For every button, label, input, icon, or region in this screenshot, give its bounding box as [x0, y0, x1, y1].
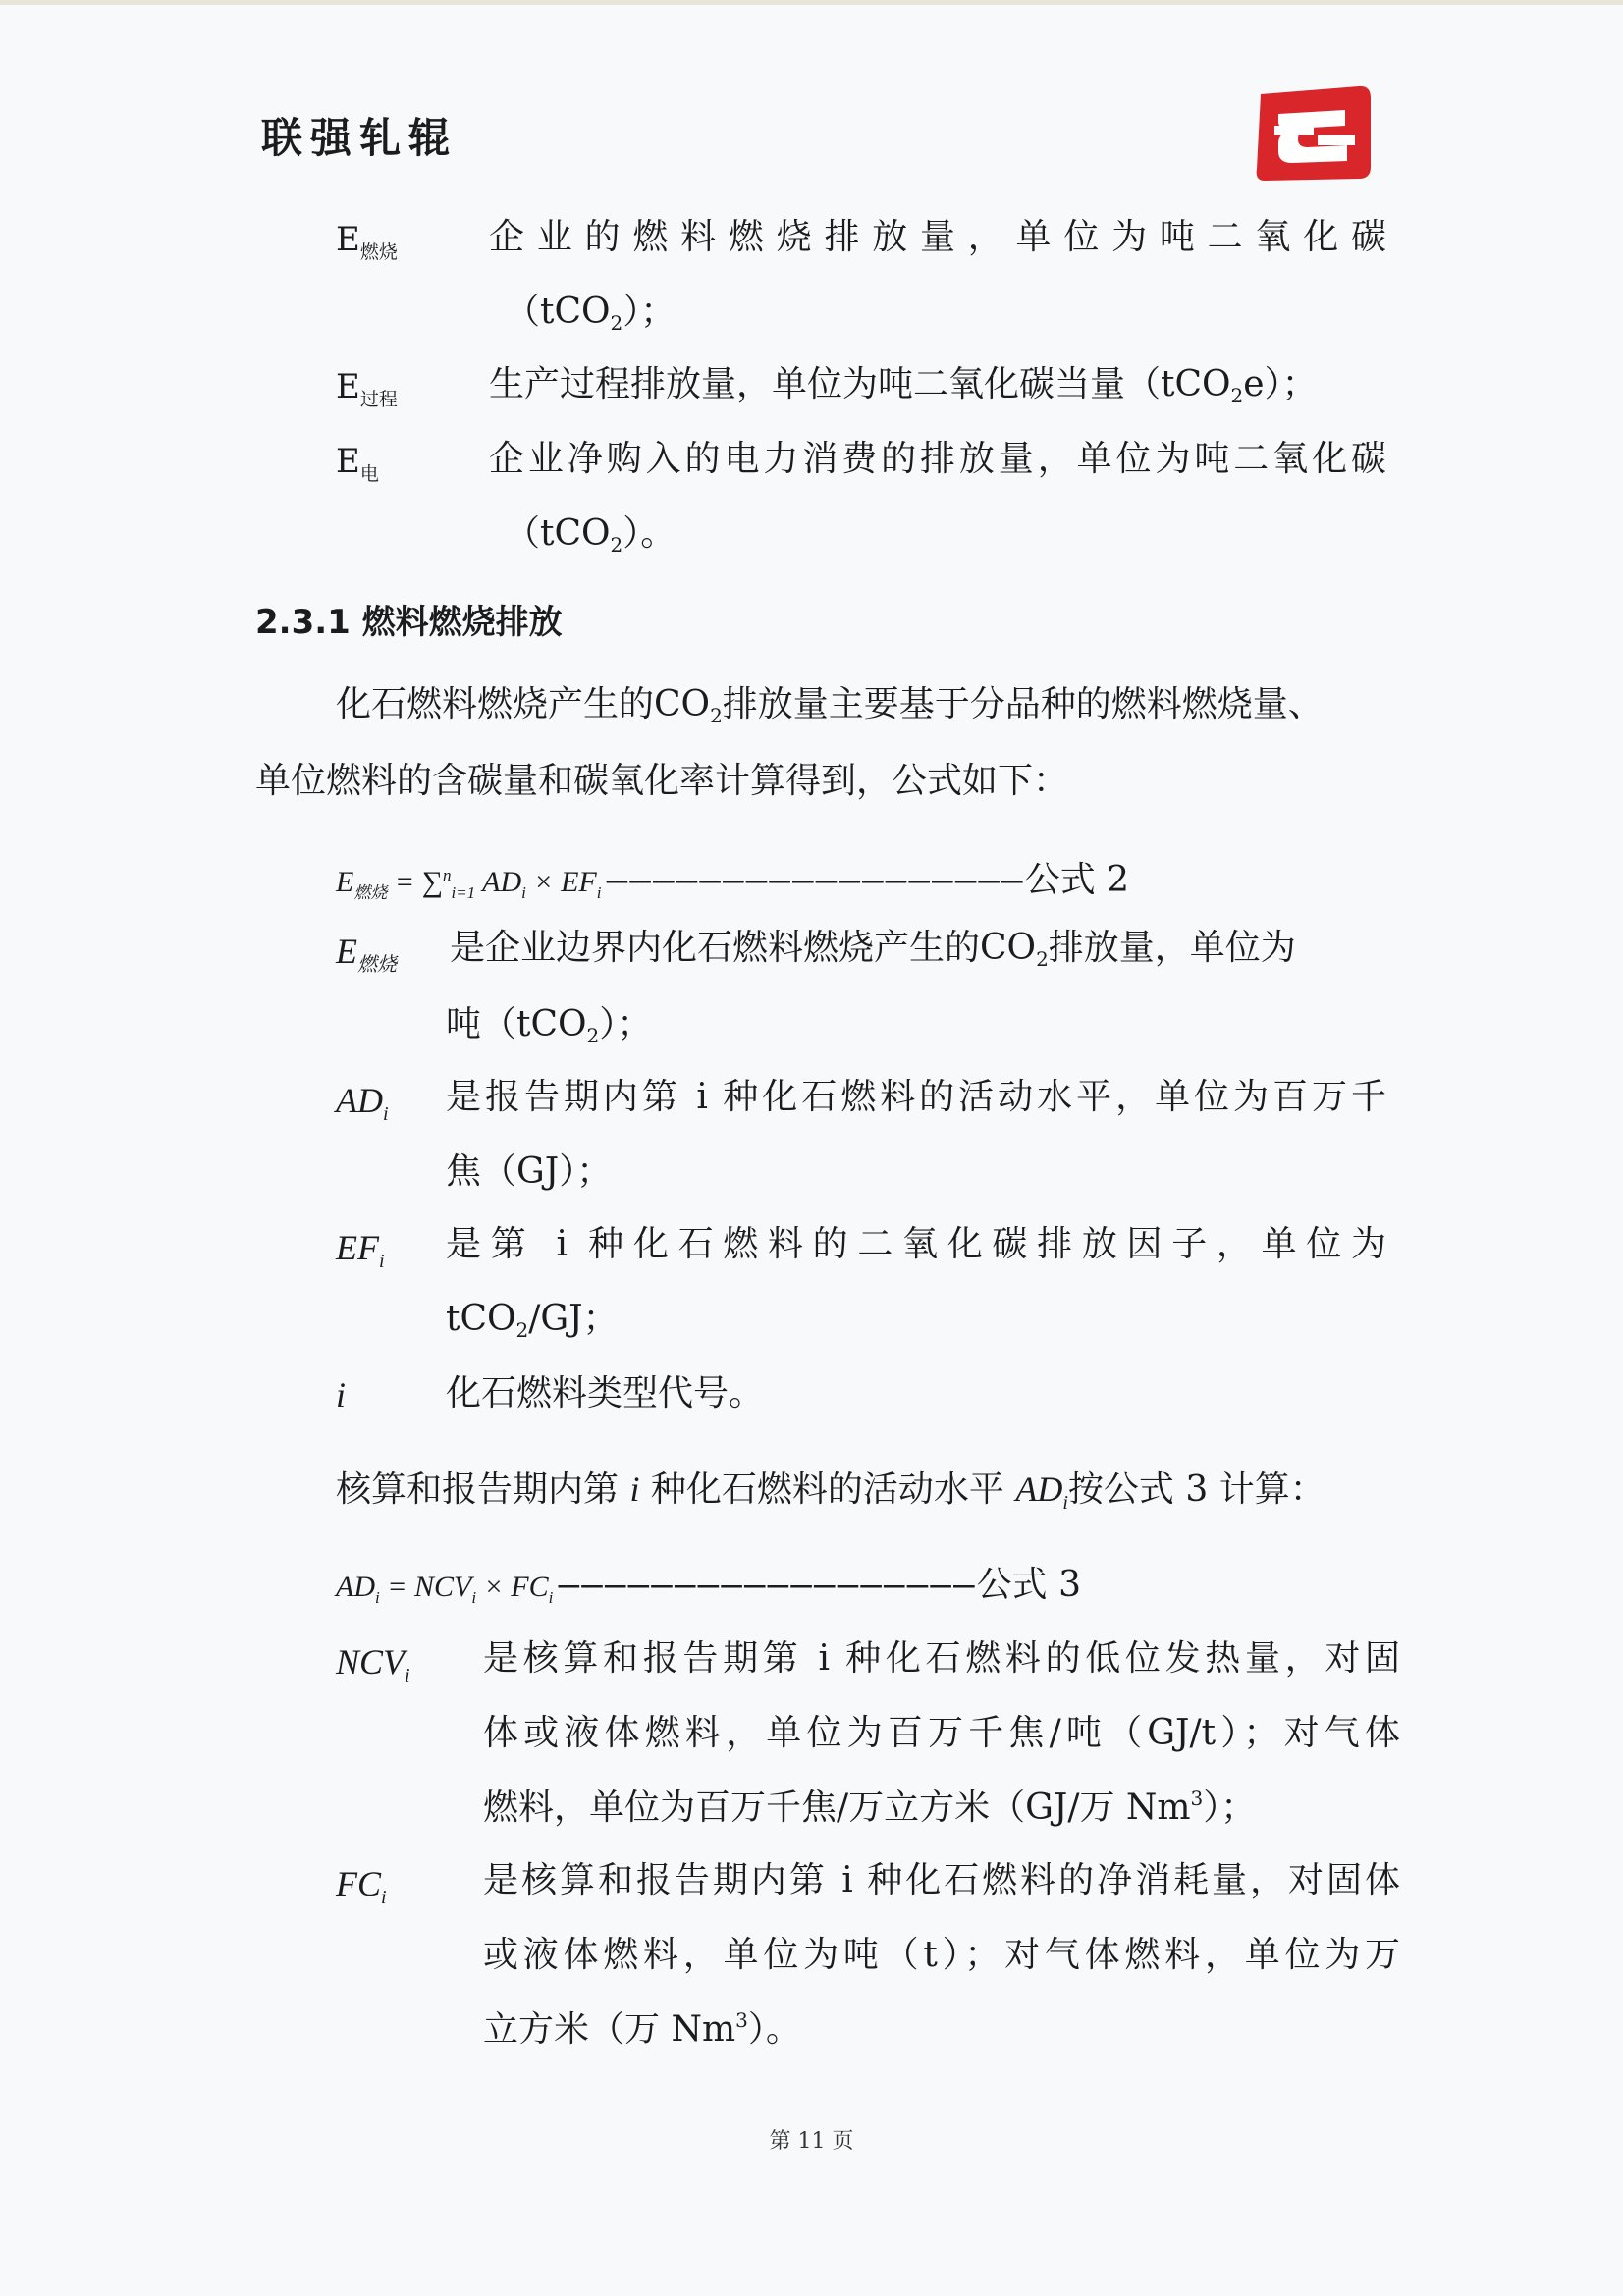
def-e-combustion-line2: （tCO$_2$）；: [505, 292, 676, 335]
symbol-i: i: [336, 1375, 347, 1415]
def2-ad-line2: 焦（GJ）；: [446, 1151, 613, 1192]
def-e-electricity-line2: （tCO$_2$）。: [505, 513, 676, 557]
def-e-electricity-line1: 企业净购入的电力消费的排放量，单位为吨二氧化碳: [489, 439, 1386, 479]
calc-intro: 核算和报告期内第 i 种化石燃料的活动水平 $AD_i$按公式 3 计算：: [336, 1469, 1325, 1515]
section-title: 燃料燃烧排放: [361, 603, 563, 642]
page-number: 第 11 页: [769, 2129, 854, 2154]
formula-2: $E_{燃烧} = \sum^n_{i=1}$ $AD_i \times EF_i$ ——————————————————公式 2: [336, 860, 1130, 902]
def3-ncv-line2: 体或液体燃料，单位为百万千焦/吨（GJ/t）；对气体: [483, 1713, 1400, 1753]
def-e-process-line1: 生产过程排放量，单位为吨二氧化碳当量（tCO$_2$e）；: [489, 364, 1318, 407]
def-e-combustion-line1: 企业的燃料燃烧排放量，单位为吨二氧化碳: [489, 217, 1386, 257]
def3-fc-line1: 是核算和报告期内第 i 种化石燃料的净消耗量，对固体: [483, 1860, 1400, 1900]
symbol-e-electricity: $E_电$: [336, 442, 379, 485]
formula-3-label: 公式 3: [976, 1565, 1081, 1605]
symbol-e-combustion-italic: $E_{燃烧}$: [336, 932, 397, 977]
section-number: 2.3.1: [255, 603, 351, 642]
def2-i-line1: 化石燃料类型代号。: [446, 1373, 765, 1414]
company-name: 联强轧辊: [261, 114, 459, 162]
page-top-edge: [0, 0, 1623, 5]
intro-line1: 化石燃料燃烧产生的$CO_2$排放量主要基于分品种的燃料燃烧量、: [336, 684, 1324, 727]
formula-3: $AD_i = NCV_i \times FC_i$ ——————————————————公式 3: [336, 1565, 1081, 1607]
def2-ef-line1: 是第 i 种化石燃料的二氧化碳排放因子，单位为: [446, 1224, 1386, 1264]
symbol-e-combustion: $E_{燃烧}$: [336, 220, 398, 263]
def3-fc-line2: 或液体燃料，单位为吨（t）；对气体燃料，单位为万: [483, 1935, 1400, 1975]
symbol-e-process: $E_{过程}$: [336, 367, 398, 410]
symbol-fc-i: $FC_i$: [336, 1864, 387, 1909]
company-logo: [1249, 82, 1380, 185]
section-heading: [255, 603, 563, 643]
symbol-ncv-i: $NCV_i$: [336, 1642, 410, 1687]
def3-fc-line3: 立方米（万 Nm$^3$）。: [483, 2008, 801, 2050]
symbol-ad-i: $AD_i$: [336, 1081, 389, 1126]
def2-ad-line1: 是报告期内第 i 种化石燃料的活动水平，单位为百万千: [446, 1077, 1386, 1117]
def2-e-line2: 吨（tCO$_2$）；: [446, 1004, 653, 1047]
formula-2-label: 公式 2: [1024, 860, 1130, 900]
symbol-ef-i: $EF_i$: [336, 1228, 385, 1273]
formula-3-dashes: ——————————————————: [558, 1565, 977, 1605]
def2-e-line1: 是企业边界内化石燃料燃烧产生的$CO_2$排放量，单位为: [450, 928, 1296, 971]
def3-ncv-line3: 燃料，单位为百万千焦/万立方米（GJ/万 Nm$^3$）；: [483, 1787, 1257, 1828]
def3-ncv-line1: 是核算和报告期第 i 种化石燃料的低位发热量，对固: [483, 1638, 1400, 1679]
def2-ef-line2: tCO$_2$/GJ；: [446, 1299, 619, 1342]
intro-line2: 单位燃料的含碳量和碳氧化率计算得到，公式如下：: [255, 761, 1069, 801]
formula-2-dashes: ——————————————————: [606, 860, 1025, 900]
